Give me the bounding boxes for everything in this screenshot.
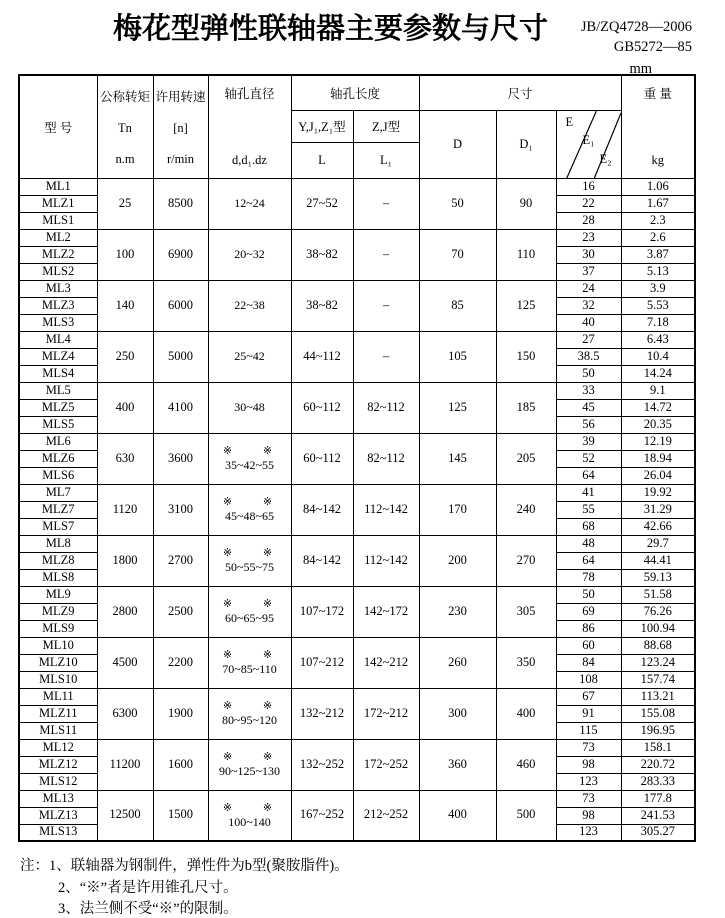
length-L-cell: 132~212	[291, 688, 353, 739]
bore-range: 25~42	[234, 349, 265, 363]
E-cell: 73	[556, 790, 621, 807]
D1-cell: 185	[496, 382, 556, 433]
header-E-diagonal	[556, 110, 621, 178]
E-cell: 50	[556, 586, 621, 603]
length-L-cell: 84~142	[291, 484, 353, 535]
weight-cell: 59.13	[621, 569, 695, 586]
taper-bore-mark: ※ ※	[222, 801, 287, 814]
weight-cell: 42.66	[621, 518, 695, 535]
model-cell: MLZ7	[19, 501, 97, 518]
note-line-1	[20, 856, 710, 878]
header-torque	[97, 75, 153, 178]
torque-cell: 140	[97, 280, 153, 331]
table-row	[19, 280, 695, 297]
D-cell: 230	[419, 586, 496, 637]
E-cell: 91	[556, 705, 621, 722]
speed-cell: 3100	[153, 484, 208, 535]
model-cell: ML9	[19, 586, 97, 603]
length-L-cell: 132~252	[291, 739, 353, 790]
length-L1-cell: 142~172	[353, 586, 419, 637]
bore-cell	[208, 178, 291, 229]
E-cell: 84	[556, 654, 621, 671]
taper-bore-mark: ※ ※	[222, 699, 287, 712]
length-L-cell: 107~172	[291, 586, 353, 637]
model-cell: MLS3	[19, 314, 97, 331]
weight-cell: 20.35	[621, 416, 695, 433]
speed-cell: 3600	[153, 433, 208, 484]
weight-cell: 241.53	[621, 807, 695, 824]
torque-cell: 11200	[97, 739, 153, 790]
weight-cell: 6.43	[621, 331, 695, 348]
D1-cell: 500	[496, 790, 556, 841]
weight-cell: 19.92	[621, 484, 695, 501]
model-cell: MLZ6	[19, 450, 97, 467]
table-row	[19, 484, 695, 501]
torque-cell: 12500	[97, 790, 153, 841]
bore-cell	[208, 484, 291, 535]
header-bore-line1: 轴孔直径	[224, 87, 275, 101]
E-cell: 28	[556, 212, 621, 229]
model-cell: MLS6	[19, 467, 97, 484]
taper-bore-mark: ※ ※	[222, 750, 287, 763]
length-L-cell: 38~82	[291, 229, 353, 280]
header-D: D	[419, 110, 496, 178]
bore-cell	[208, 229, 291, 280]
unit-label: mm	[629, 61, 652, 77]
weight-cell: 157.74	[621, 671, 695, 688]
D-cell: 200	[419, 535, 496, 586]
bore-range: 35~42~55	[225, 458, 274, 473]
weight-cell: 2.3	[621, 212, 695, 229]
torque-cell: 630	[97, 433, 153, 484]
table-row	[19, 688, 695, 705]
bore-range: 45~48~65	[225, 509, 274, 524]
E-cell: 69	[556, 603, 621, 620]
model-cell: MLZ3	[19, 297, 97, 314]
model-cell: MLS9	[19, 620, 97, 637]
E-cell: 33	[556, 382, 621, 399]
header-weight-line1: 重 量	[643, 87, 672, 101]
E-cell: 45	[556, 399, 621, 416]
E-cell: 56	[556, 416, 621, 433]
header-E2: E₂	[599, 151, 612, 166]
bore-cell	[208, 637, 291, 688]
weight-cell: 31.29	[621, 501, 695, 518]
speed-cell: 1500	[153, 790, 208, 841]
weight-cell: 26.04	[621, 467, 695, 484]
table-row	[19, 382, 695, 399]
weight-cell: 177.8	[621, 790, 695, 807]
bore-range: 20~32	[234, 247, 265, 261]
D1-cell: 125	[496, 280, 556, 331]
model-cell: MLZ9	[19, 603, 97, 620]
model-cell: MLZ11	[19, 705, 97, 722]
header-weight	[621, 75, 695, 178]
header-E: E	[565, 114, 574, 129]
D-cell: 70	[419, 229, 496, 280]
weight-cell: 123.24	[621, 654, 695, 671]
length-L1-cell: 172~252	[353, 739, 419, 790]
length-L-cell: 60~112	[291, 382, 353, 433]
model-cell: MLZ4	[19, 348, 97, 365]
header-type-yjz: Y,J₁,Z₁型	[291, 110, 353, 142]
model-cell: ML11	[19, 688, 97, 705]
model-cell: MLS11	[19, 722, 97, 739]
D1-cell: 350	[496, 637, 556, 688]
weight-cell: 10.4	[621, 348, 695, 365]
taper-bore-mark: ※ ※	[222, 597, 287, 610]
E-cell: 41	[556, 484, 621, 501]
length-L1-cell: 212~252	[353, 790, 419, 841]
E-cell: 22	[556, 195, 621, 212]
length-L1-cell: 112~142	[353, 535, 419, 586]
torque-cell: 400	[97, 382, 153, 433]
length-L-cell: 84~142	[291, 535, 353, 586]
table-row	[19, 790, 695, 807]
table-row	[19, 433, 695, 450]
header-type-zj: Z,J型	[353, 110, 419, 142]
header-weight-line2: kg	[651, 152, 665, 167]
D1-cell: 460	[496, 739, 556, 790]
length-L1-cell: 82~112	[353, 382, 419, 433]
model-cell: MLS12	[19, 773, 97, 790]
model-cell: MLS13	[19, 824, 97, 841]
table-row	[19, 586, 695, 603]
D1-cell: 90	[496, 178, 556, 229]
model-cell: ML8	[19, 535, 97, 552]
header-torque-line3: n.m	[115, 151, 135, 166]
weight-cell: 76.26	[621, 603, 695, 620]
model-cell: ML1	[19, 178, 97, 195]
model-cell: MLZ8	[19, 552, 97, 569]
header-bore-diameter	[208, 75, 291, 178]
length-L1-cell: –	[353, 331, 419, 382]
E-cell: 50	[556, 365, 621, 382]
note-item-3: 3、法兰侧不受“※”的限制。	[58, 901, 238, 917]
E-cell: 52	[556, 450, 621, 467]
E-cell: 108	[556, 671, 621, 688]
E-cell: 64	[556, 552, 621, 569]
weight-cell: 305.27	[621, 824, 695, 841]
note-line-3	[20, 899, 710, 918]
D-cell: 170	[419, 484, 496, 535]
weight-cell: 1.06	[621, 178, 695, 195]
D1-cell: 305	[496, 586, 556, 637]
torque-cell: 2800	[97, 586, 153, 637]
model-cell: ML3	[19, 280, 97, 297]
torque-cell: 25	[97, 178, 153, 229]
speed-cell: 2200	[153, 637, 208, 688]
E-cell: 98	[556, 807, 621, 824]
E-cell: 48	[556, 535, 621, 552]
E-cell: 123	[556, 824, 621, 841]
standard-jb: JB/ZQ4728—2006	[580, 19, 692, 35]
weight-cell: 14.72	[621, 399, 695, 416]
weight-cell: 7.18	[621, 314, 695, 331]
E-cell: 40	[556, 314, 621, 331]
header-speed	[153, 75, 208, 178]
speed-cell: 2500	[153, 586, 208, 637]
note-item-1: 1、联轴器为钢制件，弹性件为b型(聚胺脂件)。	[49, 858, 349, 874]
E-cell: 64	[556, 467, 621, 484]
taper-bore-mark: ※ ※	[222, 546, 287, 559]
bore-cell	[208, 280, 291, 331]
parameters-table	[18, 74, 696, 842]
model-cell: MLS1	[19, 212, 97, 229]
length-L1-cell: 172~212	[353, 688, 419, 739]
D1-cell: 205	[496, 433, 556, 484]
weight-cell: 14.24	[621, 365, 695, 382]
E-cell: 115	[556, 722, 621, 739]
length-L-cell: 27~52	[291, 178, 353, 229]
bore-range: 60~65~95	[225, 611, 274, 626]
speed-cell: 1900	[153, 688, 208, 739]
E-cell: 32	[556, 297, 621, 314]
D1-cell: 270	[496, 535, 556, 586]
bore-range: 12~24	[234, 196, 265, 210]
note-line-2	[20, 878, 710, 900]
weight-cell: 3.87	[621, 246, 695, 263]
D-cell: 50	[419, 178, 496, 229]
weight-cell: 283.33	[621, 773, 695, 790]
length-L-cell: 38~82	[291, 280, 353, 331]
table-row	[19, 331, 695, 348]
bore-range: 30~48	[234, 400, 265, 414]
weight-cell: 158.1	[621, 739, 695, 756]
speed-cell: 6900	[153, 229, 208, 280]
weight-cell: 88.68	[621, 637, 695, 654]
length-L1-cell: 82~112	[353, 433, 419, 484]
weight-cell: 29.7	[621, 535, 695, 552]
table-row	[19, 739, 695, 756]
weight-cell: 5.13	[621, 263, 695, 280]
bore-cell	[208, 790, 291, 841]
D-cell: 400	[419, 790, 496, 841]
E-cell: 16	[556, 178, 621, 195]
speed-cell: 5000	[153, 331, 208, 382]
E-cell: 24	[556, 280, 621, 297]
E-cell: 67	[556, 688, 621, 705]
header-torque-line2: Tn	[118, 120, 132, 135]
torque-cell: 100	[97, 229, 153, 280]
weight-cell: 196.95	[621, 722, 695, 739]
header-bore-line2: d,d₁.dz	[232, 152, 267, 167]
speed-cell: 1600	[153, 739, 208, 790]
bore-cell	[208, 739, 291, 790]
model-cell: ML12	[19, 739, 97, 756]
model-cell: MLS10	[19, 671, 97, 688]
notes	[20, 856, 710, 918]
header-torque-line1: 公称转矩	[99, 89, 150, 104]
taper-bore-mark: ※ ※	[222, 495, 287, 508]
D1-cell: 150	[496, 331, 556, 382]
weight-cell: 9.1	[621, 382, 695, 399]
model-cell: MLZ5	[19, 399, 97, 416]
bore-range: 22~38	[234, 298, 265, 312]
weight-cell: 5.53	[621, 297, 695, 314]
model-cell: MLZ2	[19, 246, 97, 263]
D-cell: 260	[419, 637, 496, 688]
D1-cell: 240	[496, 484, 556, 535]
weight-cell: 12.19	[621, 433, 695, 450]
length-L1-cell: 142~212	[353, 637, 419, 688]
standard-numbers	[581, 17, 692, 79]
table-row	[19, 637, 695, 654]
length-L1-cell: –	[353, 229, 419, 280]
weight-cell: 155.08	[621, 705, 695, 722]
torque-cell: 6300	[97, 688, 153, 739]
E-cell: 37	[556, 263, 621, 280]
model-cell: ML6	[19, 433, 97, 450]
header-bore-length: 轴孔长度	[291, 75, 419, 110]
model-cell: ML4	[19, 331, 97, 348]
D1-cell: 400	[496, 688, 556, 739]
torque-cell: 1120	[97, 484, 153, 535]
header-model: 型 号	[19, 75, 97, 178]
header-speed-line2: [n]	[173, 120, 188, 135]
speed-cell: 6000	[153, 280, 208, 331]
model-cell: ML5	[19, 382, 97, 399]
notes-prefix: 注：	[20, 858, 49, 874]
D-cell: 85	[419, 280, 496, 331]
D-cell: 360	[419, 739, 496, 790]
model-cell: MLS7	[19, 518, 97, 535]
note-item-2: 2、“※”者是许用锥孔尺寸。	[58, 879, 238, 896]
weight-cell: 113.21	[621, 688, 695, 705]
model-cell: ML13	[19, 790, 97, 807]
length-L1-cell: –	[353, 178, 419, 229]
header-speed-line1: 许用转速	[155, 89, 206, 104]
length-L1-cell: 112~142	[353, 484, 419, 535]
E-cell: 123	[556, 773, 621, 790]
D-cell: 125	[419, 382, 496, 433]
E-cell: 68	[556, 518, 621, 535]
E-cell: 55	[556, 501, 621, 518]
table-body	[19, 178, 695, 841]
length-L-cell: 44~112	[291, 331, 353, 382]
speed-cell: 2700	[153, 535, 208, 586]
E-cell: 39	[556, 433, 621, 450]
model-cell: MLZ12	[19, 756, 97, 773]
weight-cell: 100.94	[621, 620, 695, 637]
header-L1: L₁	[353, 142, 419, 178]
model-cell: MLS5	[19, 416, 97, 433]
header-L: L	[291, 142, 353, 178]
D-cell: 145	[419, 433, 496, 484]
header-size: 尺寸	[419, 75, 621, 110]
torque-cell: 4500	[97, 637, 153, 688]
torque-cell: 250	[97, 331, 153, 382]
model-cell: ML10	[19, 637, 97, 654]
bore-range: 50~55~75	[225, 560, 274, 575]
taper-bore-mark: ※ ※	[222, 444, 287, 457]
model-cell: MLZ13	[19, 807, 97, 824]
E-cell: 27	[556, 331, 621, 348]
weight-cell: 44.41	[621, 552, 695, 569]
taper-bore-mark: ※ ※	[222, 648, 287, 661]
E-cell: 86	[556, 620, 621, 637]
D-cell: 105	[419, 331, 496, 382]
model-cell: MLZ1	[19, 195, 97, 212]
bore-cell	[208, 535, 291, 586]
E-cell: 98	[556, 756, 621, 773]
weight-cell: 3.9	[621, 280, 695, 297]
table-row	[19, 229, 695, 246]
model-cell: ML2	[19, 229, 97, 246]
model-cell: MLS2	[19, 263, 97, 280]
torque-cell: 1800	[97, 535, 153, 586]
D-cell: 300	[419, 688, 496, 739]
model-cell: MLS8	[19, 569, 97, 586]
bore-range: 90~125~130	[219, 764, 280, 779]
E-cell: 73	[556, 739, 621, 756]
bore-cell	[208, 382, 291, 433]
bore-range: 100~140	[228, 814, 271, 829]
standard-gb: GB5272—85	[613, 39, 692, 55]
D1-cell: 110	[496, 229, 556, 280]
weight-cell: 2.6	[621, 229, 695, 246]
speed-cell: 8500	[153, 178, 208, 229]
bore-range: 80~95~120	[222, 713, 277, 728]
bore-cell	[208, 688, 291, 739]
bore-cell	[208, 331, 291, 382]
E-cell: 30	[556, 246, 621, 263]
model-cell: MLZ10	[19, 654, 97, 671]
model-cell: ML7	[19, 484, 97, 501]
bore-cell	[208, 433, 291, 484]
length-L-cell: 107~212	[291, 637, 353, 688]
header-D1: D₁	[496, 110, 556, 178]
E-cell: 38.5	[556, 348, 621, 365]
E-cell: 23	[556, 229, 621, 246]
model-cell: MLS4	[19, 365, 97, 382]
bore-range: 70~85~110	[222, 662, 277, 677]
E-cell: 60	[556, 637, 621, 654]
page-title: 梅花型弹性联轴器主要参数与尺寸	[113, 13, 549, 45]
table-row	[19, 535, 695, 552]
weight-cell: 1.67	[621, 195, 695, 212]
weight-cell: 51.58	[621, 586, 695, 603]
bore-cell	[208, 586, 291, 637]
length-L-cell: 167~252	[291, 790, 353, 841]
length-L1-cell: –	[353, 280, 419, 331]
table-row	[19, 178, 695, 195]
weight-cell: 18.94	[621, 450, 695, 467]
weight-cell: 220.72	[621, 756, 695, 773]
header-E1: E₁	[582, 132, 595, 147]
header-speed-line3: r/min	[166, 151, 195, 166]
length-L-cell: 60~112	[291, 433, 353, 484]
E-cell: 78	[556, 569, 621, 586]
speed-cell: 4100	[153, 382, 208, 433]
